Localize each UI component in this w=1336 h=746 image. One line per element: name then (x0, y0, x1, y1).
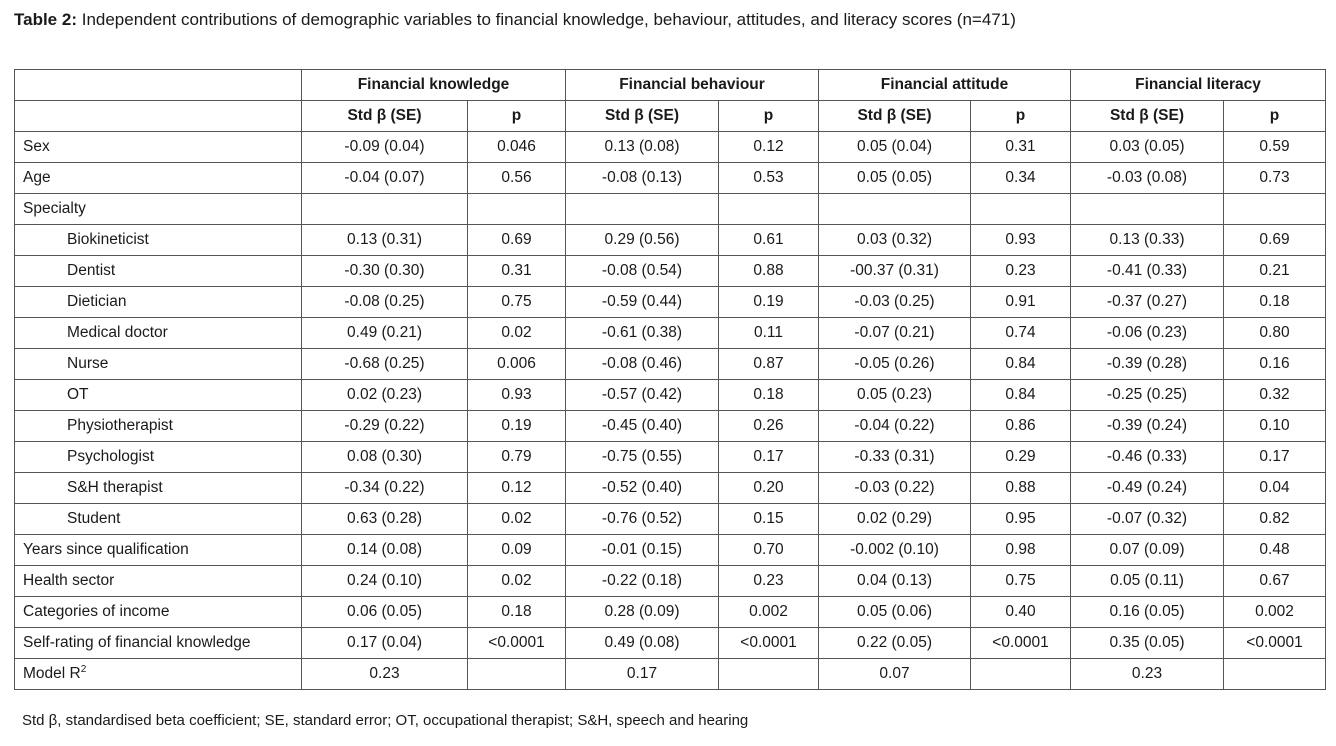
caption-text: Independent contributions of demographic variables to financial knowledge, behaviour, attitudes, and literacy scores (n=471) (81, 10, 1016, 29)
p-value-cell: 0.61 (719, 225, 819, 256)
table-row (15, 597, 1326, 628)
table-body (15, 132, 1326, 659)
beta-se-cell: -0.08 (0.25) (302, 287, 468, 318)
beta-header: Std β (SE) (1071, 101, 1224, 132)
p-header: p (719, 101, 819, 132)
beta-se-cell: -0.76 (0.52) (566, 504, 719, 535)
sub-header-row (15, 101, 1326, 132)
beta-se-cell: -0.41 (0.33) (1071, 256, 1224, 287)
p-value-cell: 0.34 (971, 163, 1071, 194)
p-value-cell: 0.93 (971, 225, 1071, 256)
p-value-cell: 0.20 (719, 473, 819, 504)
p-value-cell: 0.40 (971, 597, 1071, 628)
model-r2-value: 0.07 (819, 659, 971, 690)
model-r2-value: 0.23 (1071, 659, 1224, 690)
p-value-cell: 0.93 (468, 380, 566, 411)
beta-se-cell: -0.46 (0.33) (1071, 442, 1224, 473)
table-row (15, 535, 1326, 566)
beta-se-cell: -0.34 (0.22) (302, 473, 468, 504)
corner-cell (15, 70, 302, 101)
beta-se-cell: -0.08 (0.54) (566, 256, 719, 287)
p-value-cell: 0.70 (719, 535, 819, 566)
beta-se-cell: 0.16 (0.05) (1071, 597, 1224, 628)
beta-se-cell: -0.49 (0.24) (1071, 473, 1224, 504)
empty-cell (719, 659, 819, 690)
empty-cell (468, 659, 566, 690)
p-value-cell (971, 194, 1071, 225)
p-value-cell: 0.046 (468, 132, 566, 163)
beta-se-cell: 0.02 (0.23) (302, 380, 468, 411)
beta-se-cell: -0.45 (0.40) (566, 411, 719, 442)
beta-se-cell: -0.37 (0.27) (1071, 287, 1224, 318)
p-value-cell: 0.19 (468, 411, 566, 442)
beta-se-cell: 0.05 (0.23) (819, 380, 971, 411)
row-label: Student (15, 504, 302, 535)
model-r2-row (15, 659, 1326, 690)
row-label: Physiotherapist (15, 411, 302, 442)
beta-se-cell: -0.08 (0.46) (566, 349, 719, 380)
beta-se-cell: 0.05 (0.04) (819, 132, 971, 163)
beta-se-cell: 0.13 (0.08) (566, 132, 719, 163)
beta-se-cell (566, 194, 719, 225)
p-header: p (468, 101, 566, 132)
beta-se-cell: 0.13 (0.33) (1071, 225, 1224, 256)
row-label: Dentist (15, 256, 302, 287)
p-value-cell: <0.0001 (719, 628, 819, 659)
p-value-cell (1224, 194, 1326, 225)
beta-se-cell: 0.63 (0.28) (302, 504, 468, 535)
table-row (15, 442, 1326, 473)
row-label: Nurse (15, 349, 302, 380)
row-label: Categories of income (15, 597, 302, 628)
beta-se-cell: -0.22 (0.18) (566, 566, 719, 597)
p-value-cell: 0.17 (1224, 442, 1326, 473)
beta-se-cell: -0.01 (0.15) (566, 535, 719, 566)
p-value-cell: 0.95 (971, 504, 1071, 535)
group-header-row (15, 70, 1326, 101)
row-label: OT (15, 380, 302, 411)
caption-label: Table 2: (14, 10, 77, 29)
beta-se-cell (302, 194, 468, 225)
p-value-cell: 0.006 (468, 349, 566, 380)
beta-se-cell: 0.05 (0.06) (819, 597, 971, 628)
group-header: Financial attitude (819, 70, 1071, 101)
p-value-cell: 0.29 (971, 442, 1071, 473)
row-label: Self-rating of financial knowledge (15, 628, 302, 659)
beta-se-cell: 0.17 (0.04) (302, 628, 468, 659)
beta-se-cell: -0.04 (0.22) (819, 411, 971, 442)
p-value-cell: <0.0001 (468, 628, 566, 659)
p-value-cell: 0.59 (1224, 132, 1326, 163)
beta-se-cell: -0.33 (0.31) (819, 442, 971, 473)
p-value-cell: 0.12 (468, 473, 566, 504)
p-value-cell: 0.02 (468, 318, 566, 349)
beta-se-cell: -0.05 (0.26) (819, 349, 971, 380)
p-value-cell: 0.31 (468, 256, 566, 287)
beta-se-cell: -0.29 (0.22) (302, 411, 468, 442)
model-label-superscript: 2 (80, 663, 87, 675)
model-label: Model R (23, 665, 81, 682)
p-value-cell: 0.002 (719, 597, 819, 628)
p-value-cell: 0.82 (1224, 504, 1326, 535)
beta-se-cell: -0.75 (0.55) (566, 442, 719, 473)
beta-se-cell: 0.22 (0.05) (819, 628, 971, 659)
beta-se-cell: -0.39 (0.28) (1071, 349, 1224, 380)
p-value-cell: 0.79 (468, 442, 566, 473)
beta-se-cell: 0.08 (0.30) (302, 442, 468, 473)
beta-se-cell: 0.24 (0.10) (302, 566, 468, 597)
p-value-cell: 0.84 (971, 349, 1071, 380)
row-label: Dietician (15, 287, 302, 318)
beta-se-cell: -0.04 (0.07) (302, 163, 468, 194)
beta-se-cell: -0.30 (0.30) (302, 256, 468, 287)
beta-se-cell: 0.06 (0.05) (302, 597, 468, 628)
table-row (15, 163, 1326, 194)
table-row (15, 411, 1326, 442)
table-row (15, 318, 1326, 349)
p-value-cell: 0.56 (468, 163, 566, 194)
p-value-cell: 0.23 (719, 566, 819, 597)
empty-cell (971, 659, 1071, 690)
table-row (15, 194, 1326, 225)
p-value-cell: 0.21 (1224, 256, 1326, 287)
p-value-cell: 0.53 (719, 163, 819, 194)
row-label: Health sector (15, 566, 302, 597)
row-label: Psychologist (15, 442, 302, 473)
beta-se-cell: 0.03 (0.32) (819, 225, 971, 256)
p-value-cell: 0.32 (1224, 380, 1326, 411)
beta-se-cell: -0.03 (0.25) (819, 287, 971, 318)
group-header: Financial behaviour (566, 70, 819, 101)
p-value-cell: 0.31 (971, 132, 1071, 163)
p-value-cell: 0.98 (971, 535, 1071, 566)
table-row (15, 349, 1326, 380)
row-label: Medical doctor (15, 318, 302, 349)
p-value-cell: 0.91 (971, 287, 1071, 318)
p-value-cell: 0.75 (468, 287, 566, 318)
p-value-cell: 0.80 (1224, 318, 1326, 349)
table-row (15, 628, 1326, 659)
p-value-cell: 0.18 (719, 380, 819, 411)
p-value-cell: 0.88 (971, 473, 1071, 504)
beta-se-cell: 0.02 (0.29) (819, 504, 971, 535)
table-row (15, 473, 1326, 504)
beta-se-cell: -0.06 (0.23) (1071, 318, 1224, 349)
beta-se-cell: -0.39 (0.24) (1071, 411, 1224, 442)
corner-cell (15, 101, 302, 132)
table-row (15, 504, 1326, 535)
p-header: p (971, 101, 1071, 132)
p-value-cell: <0.0001 (971, 628, 1071, 659)
p-value-cell (468, 194, 566, 225)
beta-se-cell: -0.08 (0.13) (566, 163, 719, 194)
table-row (15, 132, 1326, 163)
beta-se-cell: 0.07 (0.09) (1071, 535, 1224, 566)
row-label: Age (15, 163, 302, 194)
p-value-cell: 0.09 (468, 535, 566, 566)
table-caption (14, 10, 1016, 30)
beta-se-cell: -0.52 (0.40) (566, 473, 719, 504)
beta-header: Std β (SE) (819, 101, 971, 132)
p-value-cell: 0.75 (971, 566, 1071, 597)
results-table (14, 69, 1326, 690)
p-value-cell: 0.86 (971, 411, 1071, 442)
beta-se-cell: 0.14 (0.08) (302, 535, 468, 566)
p-value-cell: 0.17 (719, 442, 819, 473)
row-label: S&H therapist (15, 473, 302, 504)
table-row (15, 256, 1326, 287)
empty-cell (1224, 659, 1326, 690)
p-value-cell: 0.19 (719, 287, 819, 318)
beta-se-cell: 0.49 (0.21) (302, 318, 468, 349)
beta-se-cell: 0.05 (0.11) (1071, 566, 1224, 597)
beta-se-cell: 0.29 (0.56) (566, 225, 719, 256)
p-value-cell (719, 194, 819, 225)
p-value-cell: 0.48 (1224, 535, 1326, 566)
p-value-cell: 0.12 (719, 132, 819, 163)
beta-se-cell: -00.37 (0.31) (819, 256, 971, 287)
beta-se-cell (1071, 194, 1224, 225)
beta-se-cell: 0.49 (0.08) (566, 628, 719, 659)
beta-se-cell: -0.002 (0.10) (819, 535, 971, 566)
p-value-cell: 0.73 (1224, 163, 1326, 194)
beta-se-cell: 0.05 (0.05) (819, 163, 971, 194)
p-value-cell: 0.69 (1224, 225, 1326, 256)
beta-se-cell (819, 194, 971, 225)
beta-se-cell: 0.28 (0.09) (566, 597, 719, 628)
beta-se-cell: 0.04 (0.13) (819, 566, 971, 597)
beta-se-cell: 0.13 (0.31) (302, 225, 468, 256)
table-row (15, 287, 1326, 318)
beta-se-cell: -0.09 (0.04) (302, 132, 468, 163)
beta-se-cell: -0.07 (0.32) (1071, 504, 1224, 535)
p-value-cell: 0.18 (1224, 287, 1326, 318)
row-label: Sex (15, 132, 302, 163)
p-value-cell: 0.02 (468, 504, 566, 535)
p-value-cell: 0.16 (1224, 349, 1326, 380)
beta-se-cell: -0.59 (0.44) (566, 287, 719, 318)
p-value-cell: <0.0001 (1224, 628, 1326, 659)
table-footnote: Std β, standardised beta coefficient; SE, standard error; OT, occupational therapist; S&H, speech and hearing (22, 712, 749, 729)
row-label: Specialty (15, 194, 302, 225)
group-header: Financial knowledge (302, 70, 566, 101)
model-r2-value: 0.23 (302, 659, 468, 690)
table-row (15, 380, 1326, 411)
p-value-cell: 0.04 (1224, 473, 1326, 504)
beta-se-cell: 0.03 (0.05) (1071, 132, 1224, 163)
p-value-cell: 0.84 (971, 380, 1071, 411)
p-value-cell: 0.67 (1224, 566, 1326, 597)
p-value-cell: 0.15 (719, 504, 819, 535)
p-value-cell: 0.87 (719, 349, 819, 380)
p-value-cell: 0.18 (468, 597, 566, 628)
beta-se-cell: -0.61 (0.38) (566, 318, 719, 349)
beta-se-cell: -0.03 (0.08) (1071, 163, 1224, 194)
p-value-cell: 0.23 (971, 256, 1071, 287)
p-value-cell: 0.74 (971, 318, 1071, 349)
table-row (15, 566, 1326, 597)
beta-se-cell: -0.07 (0.21) (819, 318, 971, 349)
group-header: Financial literacy (1071, 70, 1326, 101)
beta-se-cell: -0.25 (0.25) (1071, 380, 1224, 411)
row-label: Biokineticist (15, 225, 302, 256)
p-value-cell: 0.02 (468, 566, 566, 597)
model-r2-value: 0.17 (566, 659, 719, 690)
p-value-cell: 0.10 (1224, 411, 1326, 442)
beta-header: Std β (SE) (566, 101, 719, 132)
p-header: p (1224, 101, 1326, 132)
row-label (15, 659, 302, 690)
beta-header: Std β (SE) (302, 101, 468, 132)
beta-se-cell: 0.35 (0.05) (1071, 628, 1224, 659)
p-value-cell: 0.11 (719, 318, 819, 349)
p-value-cell: 0.88 (719, 256, 819, 287)
beta-se-cell: -0.68 (0.25) (302, 349, 468, 380)
row-label: Years since qualification (15, 535, 302, 566)
p-value-cell: 0.002 (1224, 597, 1326, 628)
table-row (15, 225, 1326, 256)
p-value-cell: 0.69 (468, 225, 566, 256)
beta-se-cell: -0.03 (0.22) (819, 473, 971, 504)
p-value-cell: 0.26 (719, 411, 819, 442)
beta-se-cell: -0.57 (0.42) (566, 380, 719, 411)
